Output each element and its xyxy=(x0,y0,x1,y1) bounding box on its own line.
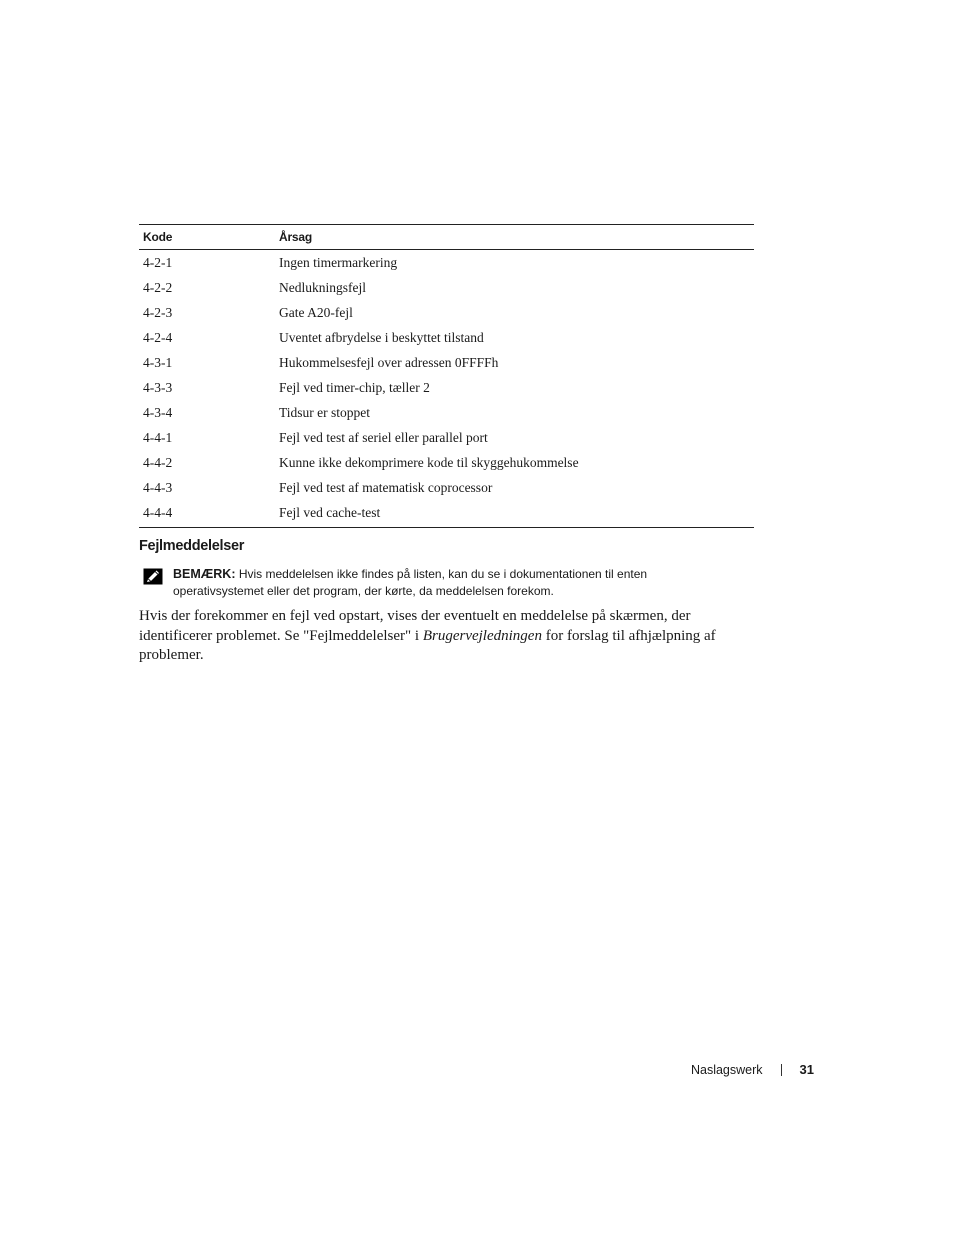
cell-cause: Fejl ved cache-test xyxy=(279,504,381,520)
footer-section-name: Naslagswerk xyxy=(690,1062,763,1077)
header-cause: Årsag xyxy=(279,230,313,244)
cell-code: 4-4-1 xyxy=(143,429,173,445)
cell-code: 4-4-2 xyxy=(143,454,173,470)
cell-cause: Nedlukningsfejl xyxy=(279,279,366,295)
table-row xyxy=(139,350,754,375)
cell-code: 4-2-3 xyxy=(143,304,173,320)
cell-cause: Fejl ved test af seriel eller parallel port xyxy=(279,429,488,445)
table-header-row xyxy=(139,225,754,250)
pencil-note-icon xyxy=(143,568,163,585)
cell-cause: Hukommelsesfejl over adressen 0FFFFh xyxy=(279,354,499,370)
paragraph-text-end: for forslag til afhjælpning af problemer. xyxy=(139,627,716,663)
cell-cause: Uventet afbrydelse i beskyttet tilstand xyxy=(279,329,484,345)
table-row xyxy=(139,425,754,450)
table-row xyxy=(139,250,754,275)
cell-code: 4-2-2 xyxy=(143,279,173,295)
cell-code: 4-2-4 xyxy=(143,329,173,345)
cell-code: 4-3-3 xyxy=(143,379,173,395)
cell-cause: Ingen timermarkering xyxy=(279,254,398,270)
body-paragraph xyxy=(139,607,749,666)
cell-cause: Tidsur er stoppet xyxy=(279,404,371,420)
cell-code: 4-4-3 xyxy=(143,479,173,495)
user-guide-reference: Brugervejledningen xyxy=(422,627,542,644)
table-row xyxy=(139,475,754,500)
section-title: Fejlmeddelelser xyxy=(139,538,245,554)
table-row xyxy=(139,325,754,350)
note-line1: Hvis meddelelsen ikke findes på listen, kan du se i dokumentationen til enten xyxy=(235,567,648,581)
table-row xyxy=(139,275,754,300)
page-footer xyxy=(691,1062,814,1077)
page-number: 31 xyxy=(799,1062,814,1077)
table-row xyxy=(139,375,754,400)
cell-code: 4-4-4 xyxy=(143,504,173,520)
cell-cause: Gate A20-fejl xyxy=(279,304,353,320)
note-text xyxy=(173,566,743,600)
note-box xyxy=(143,566,743,600)
table-row xyxy=(139,500,754,525)
cell-code: 4-2-1 xyxy=(143,254,173,270)
cell-cause: Kunne ikke dekomprimere kode til skyggehukommelse xyxy=(279,454,579,470)
table-row xyxy=(139,450,754,475)
note-label: BEMÆRK: xyxy=(173,567,236,581)
table-row xyxy=(139,300,754,325)
beep-code-table xyxy=(139,224,754,528)
cell-code: 4-3-1 xyxy=(143,354,173,370)
header-code: Kode xyxy=(143,230,173,244)
footer-separator xyxy=(781,1064,782,1076)
cell-cause: Fejl ved timer-chip, tæller 2 xyxy=(279,379,430,395)
note-line2: operativsystemet eller det program, der kørte, da meddelelsen forekom. xyxy=(173,584,554,598)
cell-cause: Fejl ved test af matematisk coprocessor xyxy=(279,479,493,495)
table-row xyxy=(139,400,754,425)
cell-code: 4-3-4 xyxy=(143,404,173,420)
table-body xyxy=(139,250,754,527)
paragraph-text-start: Hvis der forekommer en fejl ved opstart, vises der eventuelt en meddelelse på skærmen, der identificerer problemet. Se "Fejlmeddelelser" i xyxy=(139,608,691,644)
